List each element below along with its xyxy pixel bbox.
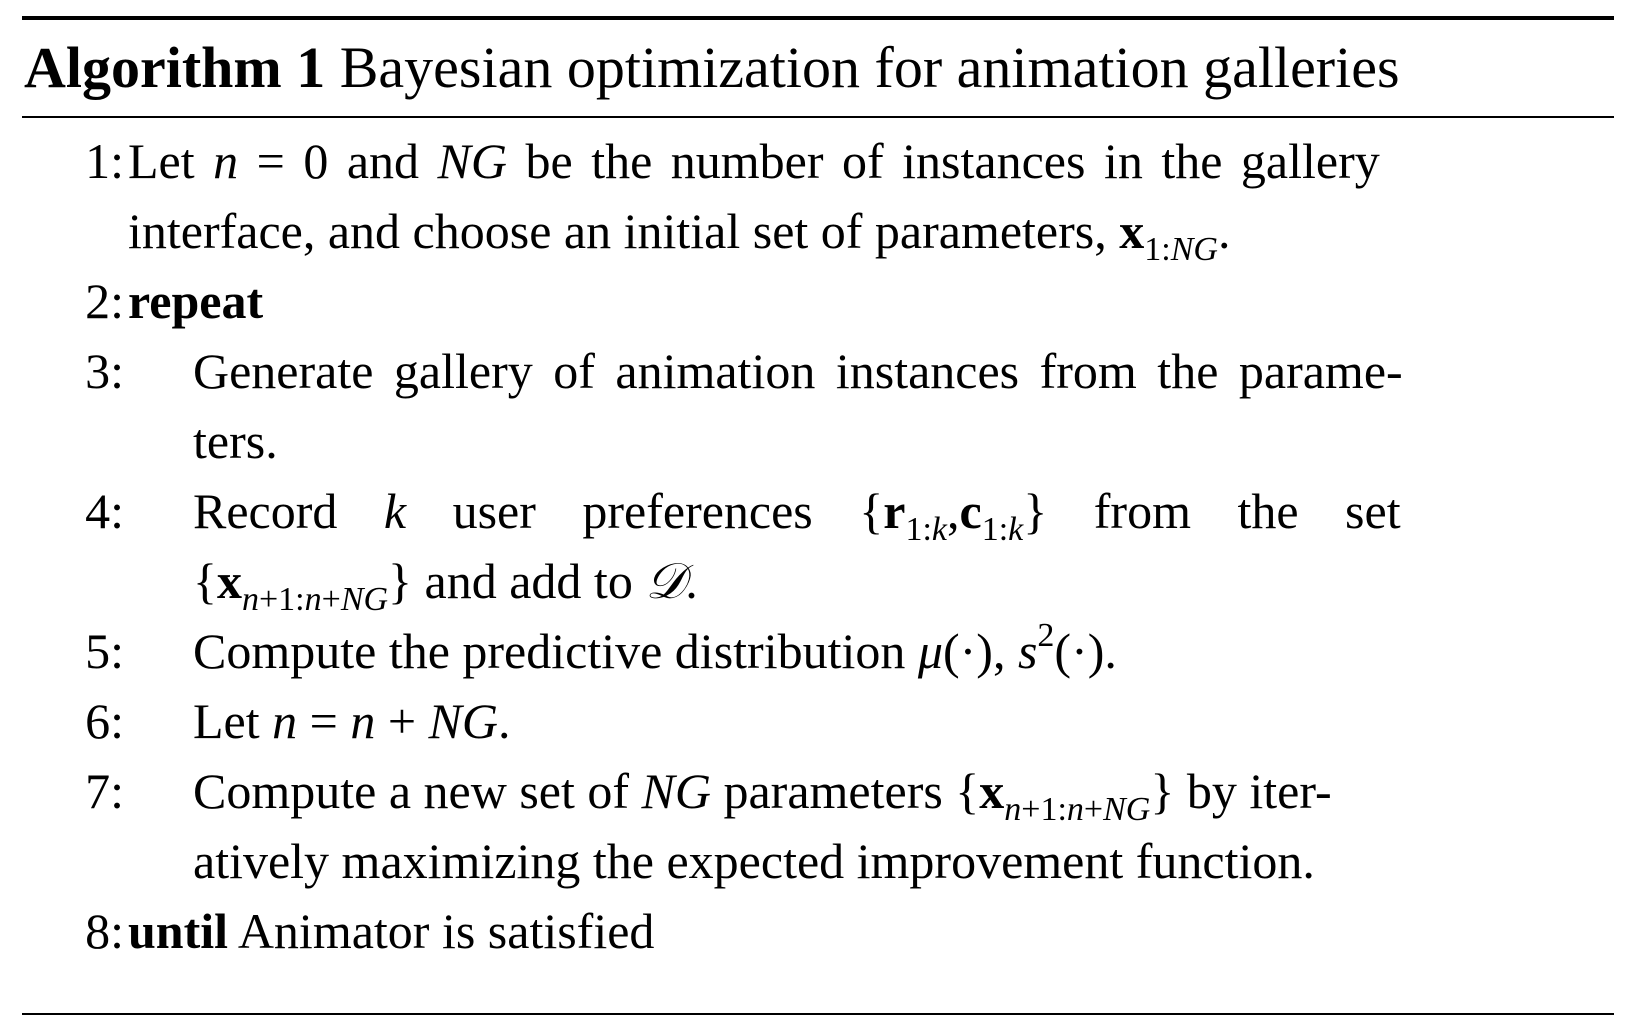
step-4-line-2: $\{x_{n+1:n+NG}\}$ and add to 𝒟. — [193, 552, 698, 618]
until-condition: Animator is satisfied — [237, 903, 655, 959]
step-number: 5: — [85, 623, 124, 679]
step-number: 8: — [85, 903, 124, 959]
step-number: 6: — [85, 693, 124, 749]
algorithm-title: Bayesian optimization for animation galleries — [339, 35, 1400, 100]
repeat-keyword: repeat — [128, 273, 264, 329]
step-number: 4: — [85, 483, 124, 539]
step-7-line-1: Compute a new set of NG parameters $\{x_{n+1:n+NG}\}$ by iter- — [193, 763, 1332, 828]
step-number: 7: — [85, 763, 124, 819]
step-7-line-2: atively maximizing the expected improvement function. — [193, 833, 1315, 889]
step-number: 2: — [85, 273, 124, 329]
step-6-line-1: Let n = n + NG. — [193, 693, 511, 749]
step-1-line-1: Let n = 0 and NG be the number of instances in the gallery — [128, 133, 1380, 189]
step-4-line-1: Record k user preferences $\{r_{1:k},c_{1:k}\}$ from the set — [193, 483, 1401, 548]
algorithm-label: Algorithm 1 — [24, 35, 326, 100]
step-3-line-1: Generate gallery of animation instances from the parame- — [193, 343, 1403, 399]
step-5-line-1: Compute the predictive distribution μ(·), $s^2(\cdot)$. — [193, 617, 1117, 679]
step-3-line-2: ters. — [193, 413, 278, 469]
algorithm-block — [22, 16, 1614, 959]
until-keyword: until — [128, 903, 229, 959]
step-8-line-1 — [128, 896, 654, 966]
bottom-rule — [22, 1013, 1614, 1015]
step-number: 3: — [85, 343, 124, 399]
caption-rule — [22, 116, 1614, 118]
step-number: 1: — [85, 133, 124, 189]
algorithm-caption — [22, 20, 1614, 116]
step-1-line-2: interface, and choose an initial set of parameters, $x_{1:NG}$. — [128, 203, 1231, 268]
